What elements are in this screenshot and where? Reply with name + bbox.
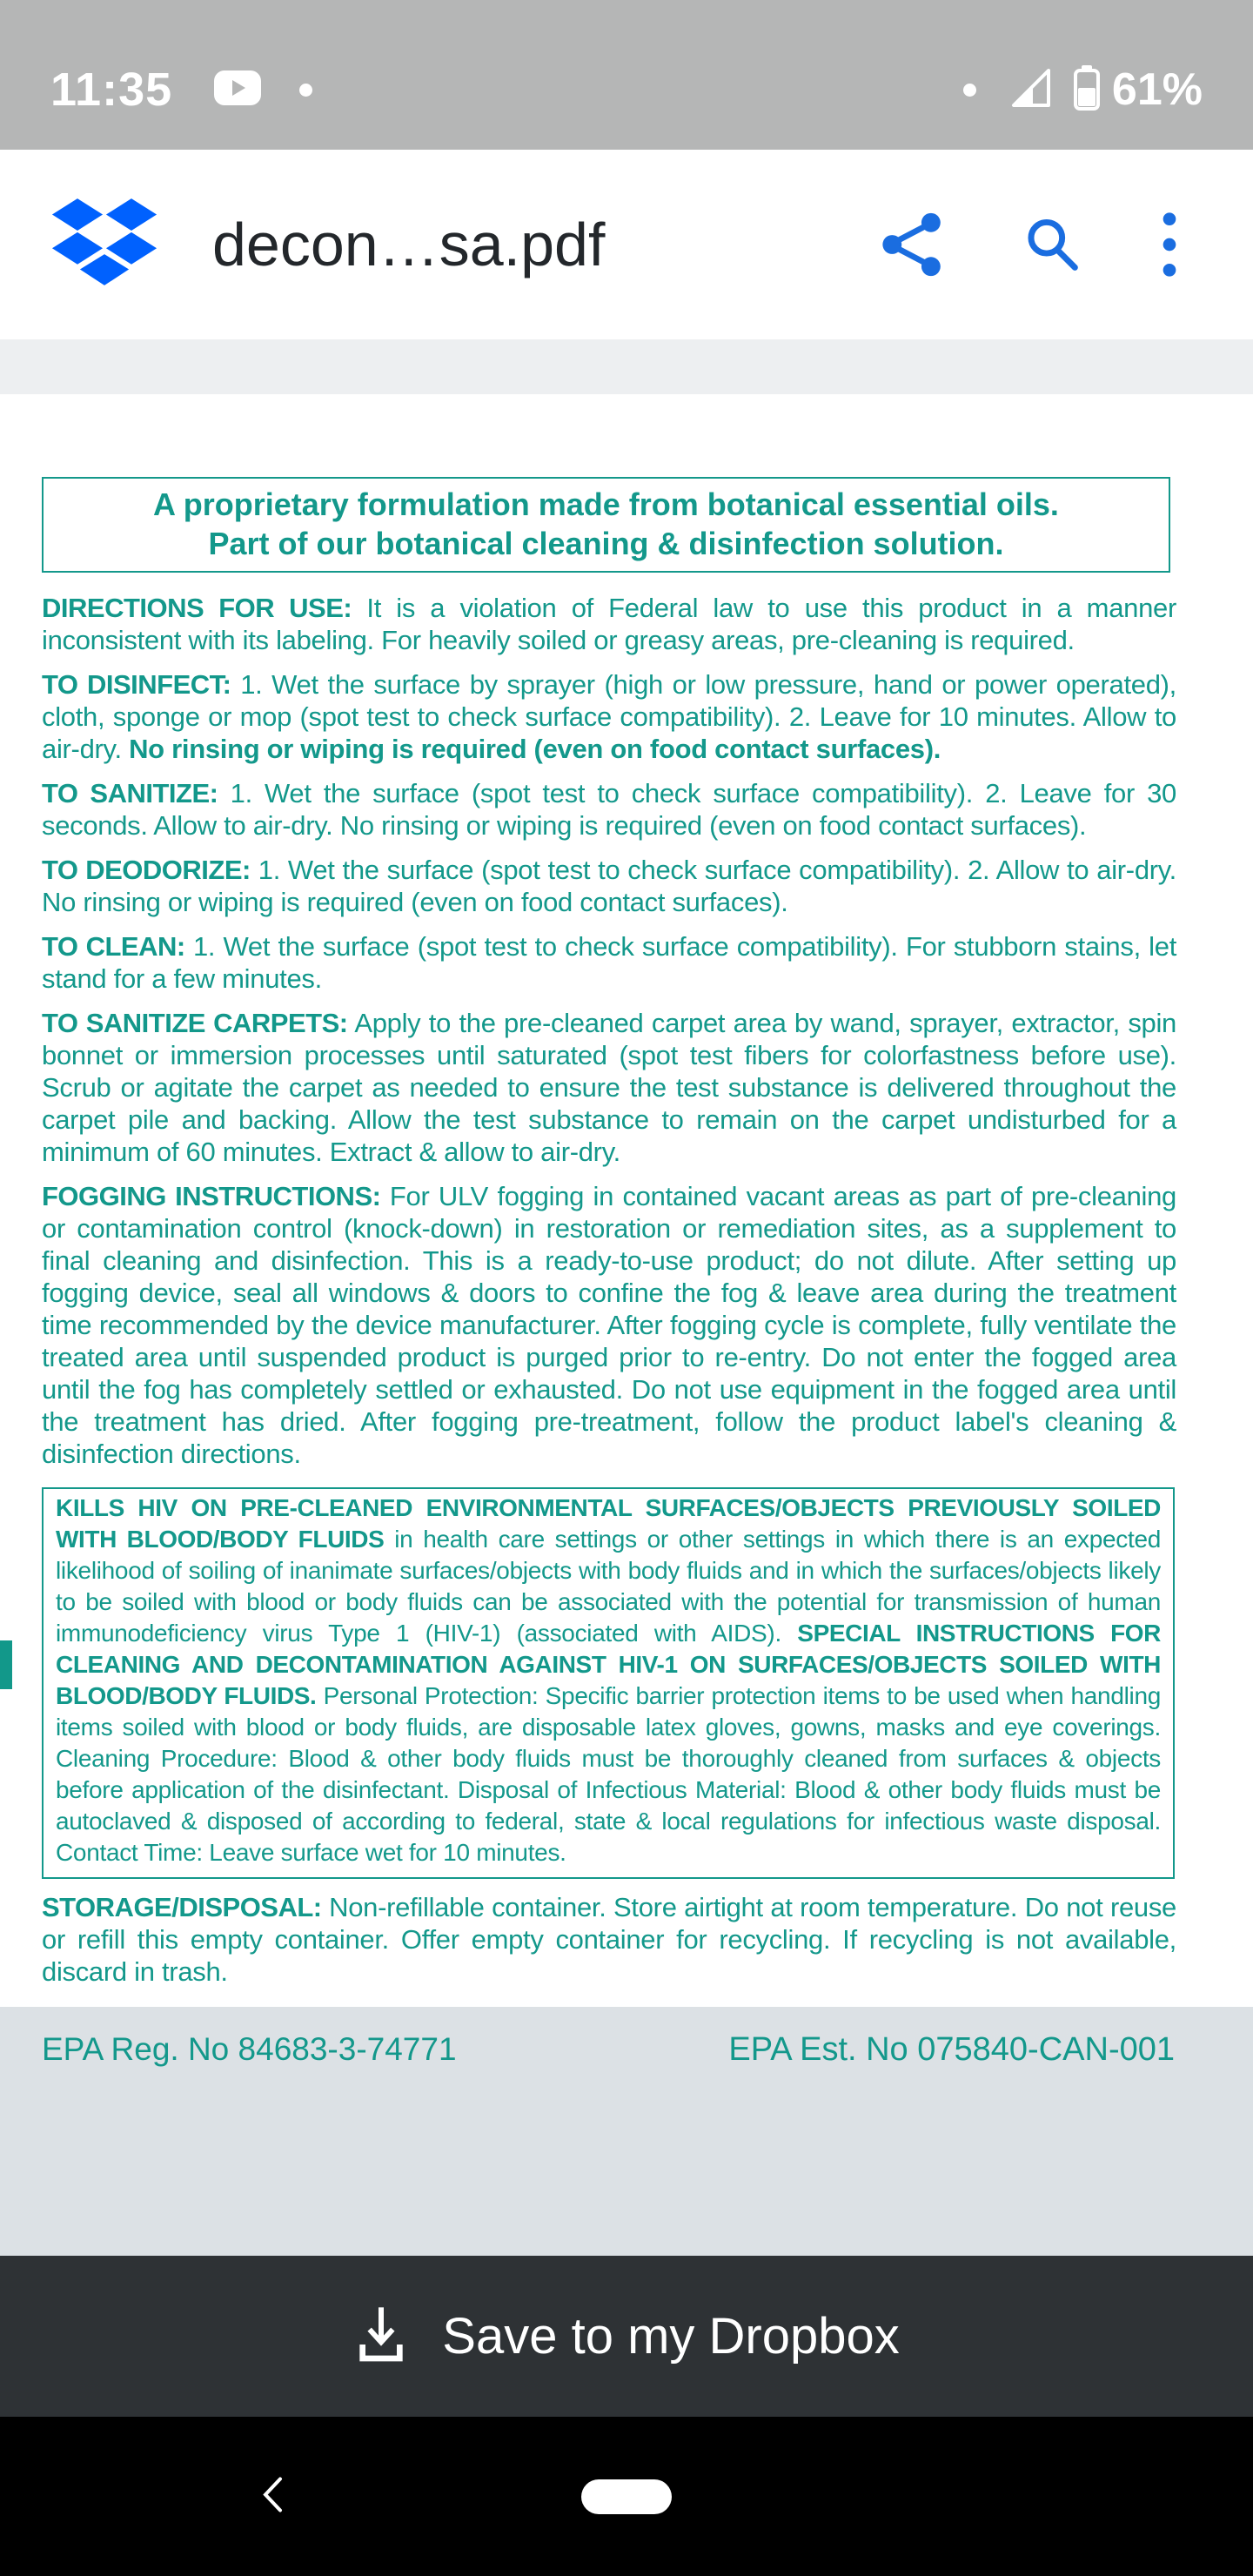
hiv-text-2: Personal Protection: Specific barrier protection items to be used when handling items soiled with blood or body fluids, are disposable latex gloves, gowns, masks and eye coverings. Cleaning Procedure: Blood & other body fluids must be thoroughly cleaned from surfaces & objects before application of the disinfectant. Disposal of Infectious Material: Blood & other body fluids must be autoclaved & disposed of according to federal, state & local regulations for infectious waste disposal. Contact Time: Leave surface wet for 10 minutes. (56, 1682, 1161, 1866)
section-storage-disposal (42, 1891, 1176, 1988)
app-header (0, 150, 1253, 339)
section-body: Non-refillable container. Store airtight at room temperature. Do not reuse or refill this empty container. Offer empty container for recycling. If recycling is not available, discard in trash. (42, 1892, 1176, 1987)
battery-icon (1074, 65, 1100, 115)
intro-box (42, 477, 1170, 573)
android-nav-bar (0, 2417, 1253, 2576)
section-sanitize-carpets (42, 1007, 1176, 1168)
overflow-menu-icon[interactable] (1163, 211, 1176, 278)
section-disinfect (42, 668, 1176, 765)
section-directions (42, 592, 1176, 656)
pdf-viewer (0, 339, 1253, 2256)
viewer-gap (0, 339, 1253, 394)
battery-percent: 61% (1111, 64, 1203, 115)
home-pill[interactable] (581, 2479, 672, 2514)
intro-line-2: Part of our botanical cleaning & disinfection solution. (208, 526, 1004, 561)
epa-est-number: EPA Est. No 075840-CAN-001 (728, 2031, 1175, 2068)
status-bar (0, 0, 1253, 150)
status-time: 11:35 (50, 64, 173, 116)
section-body: 1. Wet the surface (spot test to check surface compatibility). 2. Allow to air-dry. No rinsing or wiping is required (even on food contact surfaces). (42, 855, 1176, 917)
save-button-label: Save to my Dropbox (442, 2308, 900, 2365)
section-body: For ULV fogging in contained vacant areas as part of pre-cleaning or contamination control (knock-down) in restoration or remediation sites, as a supplement to final cleaning and disinfection. This is a ready-to-use product; do not dilute. After setting up fogging device, seal all windows & doors to confine the fog & leave area during the treatment time recommended by the device manufacturer. After fogging cycle is complete, fully ventilate the treated area until suspended product is purged prior to re-entry. Do not enter the fogged area until the fog has completely settled or exhausted. Do not use equipment in the fogged area until the treatment has dried. After fogging pre-treatment, follow the product label's cleaning & disinfection directions. (42, 1181, 1176, 1469)
epa-reg-number: EPA Reg. No 84683-3-74771 (42, 2031, 457, 2067)
section-clean (42, 930, 1176, 995)
status-dot-icon (963, 84, 976, 97)
section-body: Apply to the pre-cleaned carpet area by wand, sprayer, extractor, spin bonnet or immersion processes until saturated (spot test fibers for colorfastness before use). Scrub or agitate the carpet as needed to ensure the test substance is delivered throughout the carpet pile and backing. Allow the test substance to remain on the carpet undisturbed for a minimum of 60 minutes. Extract & allow to air-dry. (42, 1008, 1176, 1167)
status-bar-left (50, 63, 312, 117)
scroll-indicator (0, 1640, 12, 1689)
section-fogging (42, 1180, 1176, 1470)
signal-icon (1011, 68, 1051, 112)
section-heading: TO DISINFECT: (42, 669, 231, 700)
download-icon (353, 2304, 409, 2368)
section-heading: TO SANITIZE CARPETS: (42, 1008, 348, 1038)
hiv-instructions-box (42, 1487, 1175, 1879)
section-body: It is a violation of Federal law to use this product in a manner inconsistent with its labeling. For heavily soiled or greasy areas, pre-cleaning is required. (42, 593, 1176, 655)
header-actions (882, 211, 1176, 278)
section-heading: DIRECTIONS FOR USE: (42, 593, 352, 623)
epa-row (42, 2031, 1176, 2069)
section-heading: FOGGING INSTRUCTIONS: (42, 1181, 381, 1211)
back-button[interactable] (261, 2476, 284, 2517)
section-heading: TO DEODORIZE: (42, 855, 251, 885)
hiv-bold-1: KILLS HIV ON PRE-CLEANED ENVIRONMENTAL SURFACES/OBJECTS PREVIOUSLY SOILED WITH BLOOD/BODY FLUIDS (56, 1494, 1161, 1553)
section-heading: TO CLEAN: (42, 931, 185, 962)
section-body: 1. Wet the surface (spot test to check surface compatibility). For stubborn stains, let stand for a few minutes. (42, 931, 1177, 994)
section-bold-tail: No rinsing or wiping is required (even on food contact surfaces). (129, 734, 941, 764)
pdf-page (0, 394, 1253, 2068)
youtube-icon (214, 70, 261, 110)
hiv-bold-2: SPECIAL INSTRUCTIONS FOR CLEANING AND DECONTAMINATION AGAINST HIV-1 ON SURFACES/OBJECTS SOILED WITH BLOOD/BODY FLUIDS. (56, 1620, 1161, 1709)
search-icon[interactable] (1025, 216, 1079, 273)
section-sanitize (42, 777, 1176, 842)
file-title: decon…sa.pdf (212, 211, 606, 278)
section-heading: TO SANITIZE: (42, 778, 218, 808)
hiv-text-1: in health care settings or other settings in which there is an expected likelihood of soiling of inanimate surfaces/objects with body fluids and in which the surfaces/objects likely to be soiled with blood or body fluids can be associated with the potential for transmission of human immunodeficiency virus Type 1 (HIV-1) (associated with AIDS). (56, 1526, 1162, 1647)
section-body: 1. Wet the surface (spot test to check surface compatibility). 2. Leave for 30 seconds. Allow to air-dry. No rinsing or wiping is required (even on food contact surfaces). (42, 778, 1176, 841)
share-icon[interactable] (882, 212, 941, 277)
section-heading: STORAGE/DISPOSAL: (42, 1892, 322, 1922)
intro-line-1: A proprietary formulation made from botanical essential oils. (153, 486, 1059, 522)
section-deodorize (42, 854, 1176, 918)
save-to-dropbox-button[interactable] (0, 2256, 1253, 2417)
status-bar-right (963, 64, 1203, 116)
section-body: 1. Wet the surface by sprayer (high or low pressure, hand or power operated), cloth, sponge or mop (spot test to check surface compatibility). 2. Leave for 10 minutes. Allow to air-dry. (42, 669, 1176, 764)
notification-dot-icon (299, 84, 312, 97)
dropbox-logo (50, 198, 158, 292)
